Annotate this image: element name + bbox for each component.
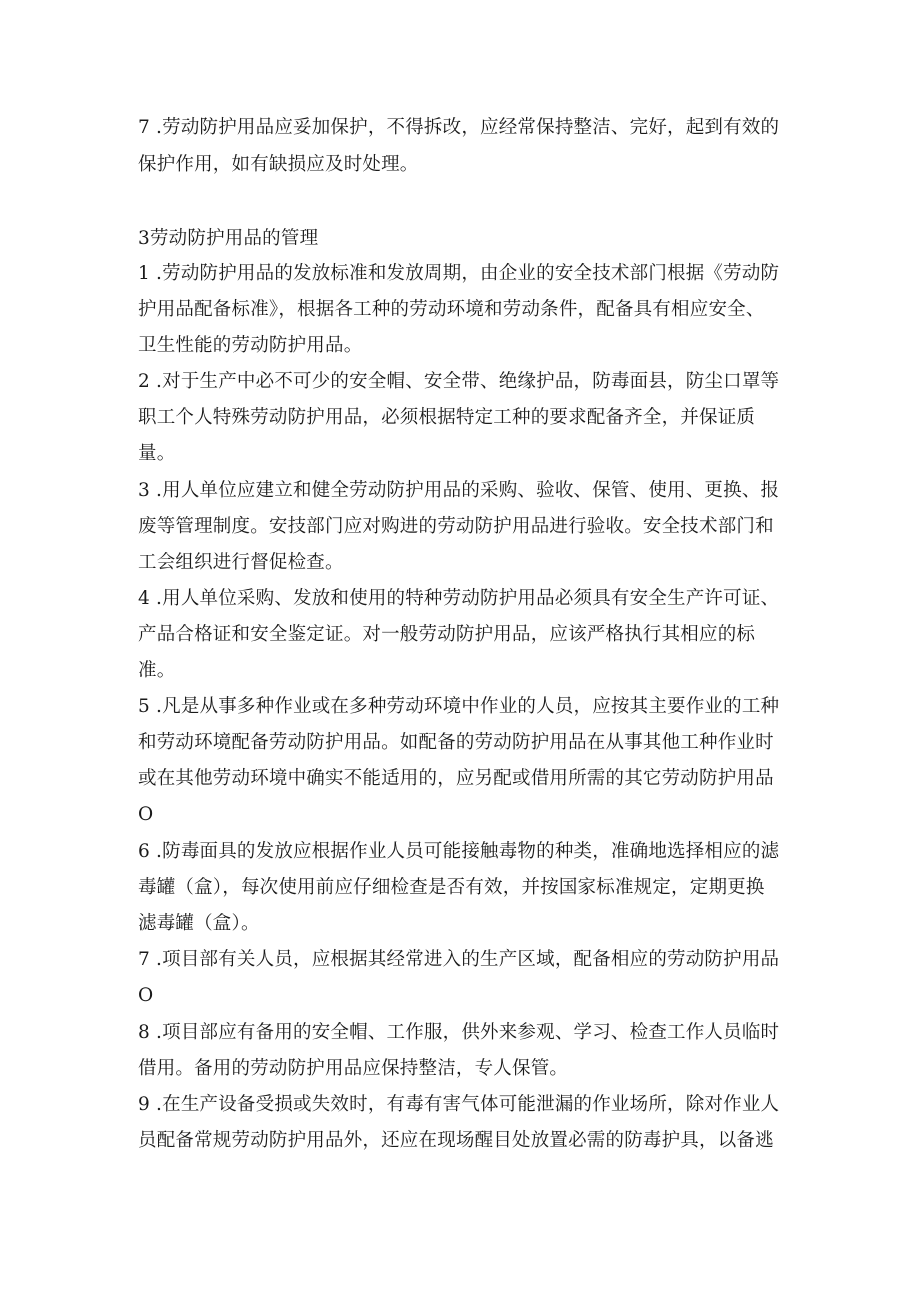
item-5-line-3: 或在其他劳动环境中确实不能适用的，应另配或借用所需的其它劳动防护用品 <box>138 768 774 789</box>
item-4-line-2: 产品合格证和安全鉴定证。对一般劳动防护用品，应该严格执行其相应的标 <box>138 624 756 645</box>
item-9-line-2: 员配备常规劳动防护用品外，还应在现场醒目处放置必需的防毒护具，以备逃 <box>138 1130 774 1151</box>
item-5-line-1: 5 .凡是从事多种作业或在多种劳动环境中作业的人员，应按其主要作业的工种 <box>138 696 780 717</box>
item-5-line-2: 和劳动环境配备劳动防护用品。如配备的劳动防护用品在从事其他工种作业时 <box>138 732 774 753</box>
item-1-line-2: 护用品配备标准》，根据各工种的劳动环境和劳动条件，配备具有相应安全、 <box>138 299 765 320</box>
prev-item-7-line-1: 7 .劳动防护用品应妥加保护，不得拆改，应经常保持整洁、完好，起到有效的 <box>138 117 780 138</box>
item-8-line-1: 8 .项目部应有备用的安全帽、工作服，供外来参观、学习、检查工作人员临时 <box>138 1022 780 1043</box>
item-3-line-2: 废等管理制度。安技部门应对购进的劳动防护用品进行验收。安全技术部门和 <box>138 516 774 537</box>
item-2-line-1: 2 .对于生产中必不可少的安全帽、安全带、绝缘护品，防毒面县，防尘口罩等 <box>138 371 780 392</box>
item-4-line-3: 准。 <box>138 660 176 681</box>
item-7-line-2: O <box>138 985 154 1006</box>
item-4-line-1: 4 .用人单位采购、发放和使用的特种劳动防护用品必须具有安全生产许可证、 <box>138 588 780 609</box>
item-6-line-2: 毒罐（盒），每次使用前应仔细检查是否有效，并按国家标准规定，定期更换 <box>138 877 765 898</box>
item-9-line-1: 9 .在生产设备受损或失效时，有毒有害气体可能泄漏的作业场所，除对作业人 <box>138 1094 780 1115</box>
section-heading: 3劳动防护用品的管理 <box>138 228 319 249</box>
item-6-line-1: 6 .防毒面具的发放应根据作业人员可能接触毒物的种类，准确地选择相应的滤 <box>138 841 780 862</box>
item-3-line-1: 3 .用人单位应建立和健全劳动防护用品的采购、验收、保管、使用、更换、报 <box>138 480 780 501</box>
item-1-line-3: 卫生性能的劳动防护用品。 <box>138 335 363 356</box>
item-6-line-3: 滤毒罐（盒）。 <box>138 913 260 934</box>
item-7-line-1: 7 .项目部有关人员，应根据其经常进入的生产区域，配备相应的劳动防护用品 <box>138 949 780 970</box>
item-2-line-2: 职工个人特殊劳动防护用品，必须根据特定工种的要求配备齐全，并保证质 <box>138 407 756 428</box>
prev-item-7-line-2: 保护作用，如有缺损应及时处理。 <box>138 154 419 175</box>
item-1-line-1: 1 .劳动防护用品的发放标准和发放周期，由企业的安全技术部门根据《劳动防 <box>138 263 780 284</box>
item-3-line-3: 工会组织进行督促检查。 <box>138 552 344 573</box>
item-8-line-2: 借用。备用的劳动防护用品应保持整洁，专人保管。 <box>138 1058 569 1079</box>
item-2-line-3: 量。 <box>138 443 176 464</box>
item-5-line-4: O <box>138 804 154 825</box>
